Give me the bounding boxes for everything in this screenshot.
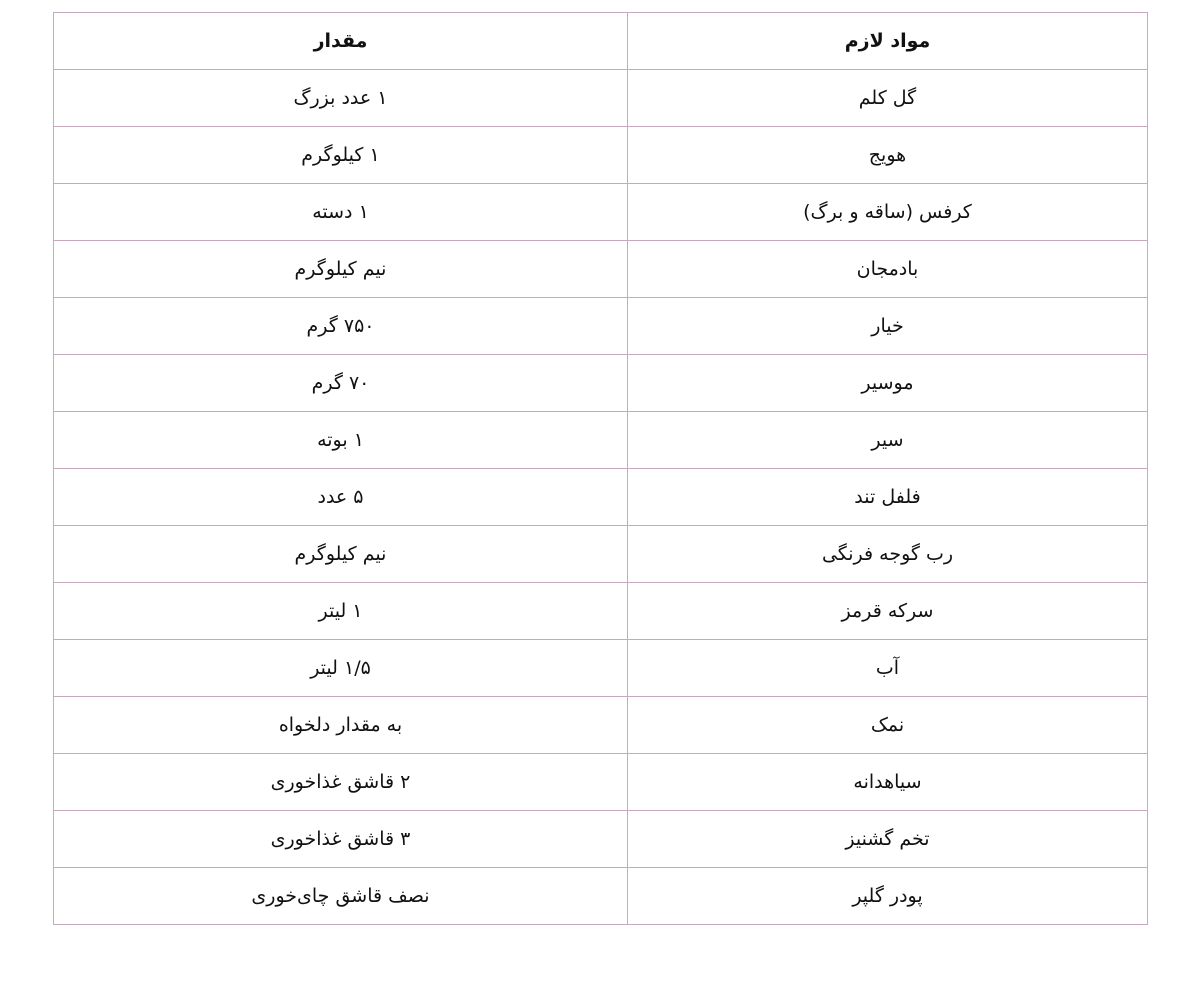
amount-cell: ۱ بوته: [54, 412, 628, 469]
table-row: [54, 70, 1148, 127]
ingredient-cell: آب: [628, 640, 1148, 697]
amount-cell: نصف قاشق چای‌خوری: [54, 868, 628, 925]
ingredient-cell: سیر: [628, 412, 1148, 469]
table-row: [54, 127, 1148, 184]
ingredient-cell: فلفل تند: [628, 469, 1148, 526]
header-ingredient: مواد لازم: [628, 13, 1148, 70]
ingredient-cell: سرکه قرمز: [628, 583, 1148, 640]
ingredient-cell: هویج: [628, 127, 1148, 184]
amount-cell: ۱ دسته: [54, 184, 628, 241]
ingredients-table: [53, 12, 1148, 925]
table-row: [54, 184, 1148, 241]
amount-cell: ۱ کیلوگرم: [54, 127, 628, 184]
amount-cell: نیم کیلوگرم: [54, 241, 628, 298]
ingredient-cell: موسیر: [628, 355, 1148, 412]
ingredient-cell: بادمجان: [628, 241, 1148, 298]
table-row: [54, 640, 1148, 697]
ingredient-cell: پودر گلپر: [628, 868, 1148, 925]
table-row: [54, 469, 1148, 526]
table-row: [54, 526, 1148, 583]
table-row: [54, 811, 1148, 868]
amount-cell: ۲ قاشق غذاخوری: [54, 754, 628, 811]
table-row: [54, 583, 1148, 640]
table-row: [54, 754, 1148, 811]
ingredient-cell: رب گوجه فرنگی: [628, 526, 1148, 583]
ingredient-cell: سیاهدانه: [628, 754, 1148, 811]
table-row: [54, 355, 1148, 412]
table-row: [54, 697, 1148, 754]
table-header-row: [54, 13, 1148, 70]
header-amount: مقدار: [54, 13, 628, 70]
amount-cell: ۵ عدد: [54, 469, 628, 526]
ingredient-cell: تخم گشنیز: [628, 811, 1148, 868]
amount-cell: ۱ عدد بزرگ: [54, 70, 628, 127]
ingredient-cell: کرفس (ساقه و برگ): [628, 184, 1148, 241]
ingredients-table-container: [53, 12, 1147, 925]
ingredient-cell: خیار: [628, 298, 1148, 355]
amount-cell: ۷۰ گرم: [54, 355, 628, 412]
amount-cell: نیم کیلوگرم: [54, 526, 628, 583]
amount-cell: ۱/۵ لیتر: [54, 640, 628, 697]
table-row: [54, 241, 1148, 298]
amount-cell: به مقدار دلخواه: [54, 697, 628, 754]
ingredient-cell: نمک: [628, 697, 1148, 754]
amount-cell: ۳ قاشق غذاخوری: [54, 811, 628, 868]
table-row: [54, 412, 1148, 469]
amount-cell: ۱ لیتر: [54, 583, 628, 640]
ingredient-cell: گل کلم: [628, 70, 1148, 127]
table-row: [54, 298, 1148, 355]
table-row: [54, 868, 1148, 925]
amount-cell: ۷۵۰ گرم: [54, 298, 628, 355]
